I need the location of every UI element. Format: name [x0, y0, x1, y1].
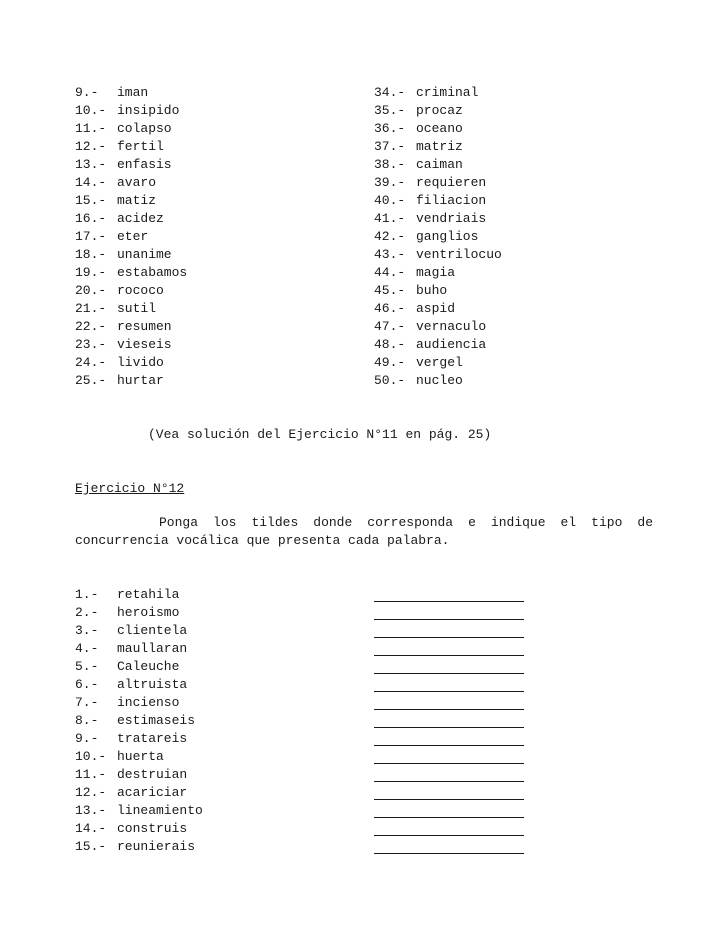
list-item: [374, 300, 502, 318]
item-number: 43.-: [374, 247, 406, 262]
item-number: 25.-: [75, 373, 107, 388]
list-item: [75, 802, 203, 820]
item-word: ganglios: [416, 229, 479, 244]
item-number: 34.-: [374, 85, 406, 100]
item-number: 37.-: [374, 139, 406, 154]
list-item: [75, 102, 187, 120]
item-word: livido: [117, 355, 164, 370]
exercise-instructions: [75, 514, 653, 550]
list-item: [75, 640, 203, 658]
item-number: 10.-: [75, 749, 107, 764]
item-word: iman: [117, 85, 149, 100]
list-item: [75, 694, 203, 712]
answer-blank-line[interactable]: [374, 655, 524, 656]
exercise-title: Ejercicio N°12: [75, 481, 185, 496]
item-word: nucleo: [416, 373, 463, 388]
list-item: [75, 138, 187, 156]
answer-blank-line[interactable]: [374, 799, 524, 800]
item-number: 15.-: [75, 193, 107, 208]
item-number: 35.-: [374, 103, 406, 118]
item-number: 24.-: [75, 355, 107, 370]
item-word: sutil: [117, 301, 157, 316]
item-word: vergel: [416, 355, 463, 370]
answer-blank-line[interactable]: [374, 619, 524, 620]
solution-reference-note: (Vea solución del Ejercicio N°11 en pág. 25): [148, 427, 492, 442]
list-item: [374, 354, 502, 372]
list-item: [75, 336, 187, 354]
list-item: [75, 192, 187, 210]
item-word: maullaran: [117, 641, 188, 656]
item-number: 20.-: [75, 283, 107, 298]
item-number: 38.-: [374, 157, 406, 172]
item-number: 1.-: [75, 587, 99, 602]
item-word: enfasis: [117, 157, 172, 172]
item-word: acidez: [117, 211, 164, 226]
item-number: 5.-: [75, 659, 99, 674]
item-word: clientela: [117, 623, 188, 638]
item-number: 9.-: [75, 731, 99, 746]
answer-blank-line[interactable]: [374, 763, 524, 764]
list-item: [374, 372, 502, 390]
item-number: 8.-: [75, 713, 99, 728]
item-word: incienso: [117, 695, 180, 710]
item-number: 9.-: [75, 85, 99, 100]
item-number: 11.-: [75, 767, 107, 782]
list-item: [75, 766, 203, 784]
answer-blank-line[interactable]: [374, 835, 524, 836]
item-word: audiencia: [416, 337, 487, 352]
item-number: 17.-: [75, 229, 107, 244]
item-number: 7.-: [75, 695, 99, 710]
list-item: [374, 264, 502, 282]
list-item: [374, 246, 502, 264]
item-word: resumen: [117, 319, 172, 334]
list-item: [75, 120, 187, 138]
list-item: [75, 658, 203, 676]
item-number: 13.-: [75, 803, 107, 818]
answer-blank-line[interactable]: [374, 817, 524, 818]
instructions-line-2: concurrencia vocálica que presenta cada palabra.: [75, 533, 450, 548]
item-word: destruian: [117, 767, 188, 782]
list-item: [75, 264, 187, 282]
answer-blank-line[interactable]: [374, 745, 524, 746]
item-number: 49.-: [374, 355, 406, 370]
item-word: oceano: [416, 121, 463, 136]
item-number: 6.-: [75, 677, 99, 692]
item-word: eter: [117, 229, 149, 244]
item-word: fertil: [117, 139, 164, 154]
item-number: 14.-: [75, 821, 107, 836]
item-number: 14.-: [75, 175, 107, 190]
item-number: 2.-: [75, 605, 99, 620]
list-item: [75, 676, 203, 694]
list-item: [75, 784, 203, 802]
item-number: 21.-: [75, 301, 107, 316]
item-number: 4.-: [75, 641, 99, 656]
item-word: heroismo: [117, 605, 180, 620]
item-word: construis: [117, 821, 188, 836]
list-item: [75, 838, 203, 856]
list-item: [75, 372, 187, 390]
item-number: 3.-: [75, 623, 99, 638]
answer-blank-line[interactable]: [374, 601, 524, 602]
item-number: 47.-: [374, 319, 406, 334]
item-word: reunierais: [117, 839, 196, 854]
instructions-line-1: Ponga los tildes donde corresponda e indique el tipo de: [159, 515, 653, 530]
item-number: 16.-: [75, 211, 107, 226]
item-number: 50.-: [374, 373, 406, 388]
item-number: 44.-: [374, 265, 406, 280]
item-word: insipido: [117, 103, 180, 118]
item-word: matriz: [416, 139, 463, 154]
answer-blank-line[interactable]: [374, 781, 524, 782]
item-word: unanime: [117, 247, 172, 262]
item-word: altruista: [117, 677, 188, 692]
item-number: 40.-: [374, 193, 406, 208]
item-word: hurtar: [117, 373, 164, 388]
list-item: [75, 210, 187, 228]
word-list-right-column: [374, 84, 502, 390]
list-item: [374, 138, 502, 156]
item-word: avaro: [117, 175, 157, 190]
item-number: 19.-: [75, 265, 107, 280]
list-item: [75, 730, 203, 748]
list-item: [75, 174, 187, 192]
item-number: 46.-: [374, 301, 406, 316]
item-number: 39.-: [374, 175, 406, 190]
list-item: [75, 318, 187, 336]
item-number: 23.-: [75, 337, 107, 352]
answer-blank-line[interactable]: [374, 673, 524, 674]
list-item: [374, 318, 502, 336]
list-item: [374, 192, 502, 210]
item-word: estabamos: [117, 265, 188, 280]
item-word: acariciar: [117, 785, 188, 800]
list-item: [374, 228, 502, 246]
item-word: Caleuche: [117, 659, 180, 674]
exercise-word-list: [75, 586, 203, 856]
item-word: procaz: [416, 103, 463, 118]
answer-blank-line[interactable]: [374, 727, 524, 728]
item-number: 12.-: [75, 785, 107, 800]
list-item: [75, 156, 187, 174]
item-number: 41.-: [374, 211, 406, 226]
list-item: [374, 210, 502, 228]
item-word: vendriais: [416, 211, 487, 226]
item-number: 42.-: [374, 229, 406, 244]
item-number: 13.-: [75, 157, 107, 172]
item-word: filiacion: [416, 193, 487, 208]
item-word: vernaculo: [416, 319, 487, 334]
list-item: [75, 622, 203, 640]
list-item: [374, 120, 502, 138]
list-item: [374, 282, 502, 300]
list-item: [374, 156, 502, 174]
answer-blank-line[interactable]: [374, 709, 524, 710]
list-item: [75, 586, 203, 604]
item-word: matiz: [117, 193, 157, 208]
word-list-left-column: [75, 84, 187, 390]
list-item: [374, 102, 502, 120]
item-word: requieren: [416, 175, 487, 190]
item-number: 11.-: [75, 121, 107, 136]
list-item: [75, 300, 187, 318]
item-number: 12.-: [75, 139, 107, 154]
list-item: [374, 336, 502, 354]
item-word: vieseis: [117, 337, 172, 352]
item-word: buho: [416, 283, 448, 298]
answer-blank-line[interactable]: [374, 637, 524, 638]
item-word: aspid: [416, 301, 456, 316]
item-number: 45.-: [374, 283, 406, 298]
list-item: [75, 228, 187, 246]
item-number: 10.-: [75, 103, 107, 118]
list-item: [75, 282, 187, 300]
item-number: 48.-: [374, 337, 406, 352]
item-number: 15.-: [75, 839, 107, 854]
item-number: 22.-: [75, 319, 107, 334]
list-item: [75, 354, 187, 372]
list-item: [75, 820, 203, 838]
item-word: estimaseis: [117, 713, 196, 728]
item-word: ventrilocuo: [416, 247, 502, 262]
list-item: [374, 174, 502, 192]
item-word: criminal: [416, 85, 479, 100]
list-item: [75, 84, 187, 102]
list-item: [75, 246, 187, 264]
list-item: [75, 604, 203, 622]
item-word: rococo: [117, 283, 164, 298]
list-item: [75, 748, 203, 766]
list-item: [374, 84, 502, 102]
item-word: tratareis: [117, 731, 188, 746]
item-word: lineamiento: [117, 803, 203, 818]
item-word: huerta: [117, 749, 164, 764]
item-word: colapso: [117, 121, 172, 136]
list-item: [75, 712, 203, 730]
answer-blank-line[interactable]: [374, 853, 524, 854]
item-word: magia: [416, 265, 456, 280]
item-word: caiman: [416, 157, 463, 172]
item-number: 18.-: [75, 247, 107, 262]
item-number: 36.-: [374, 121, 406, 136]
answer-blank-line[interactable]: [374, 691, 524, 692]
item-word: retahila: [117, 587, 180, 602]
